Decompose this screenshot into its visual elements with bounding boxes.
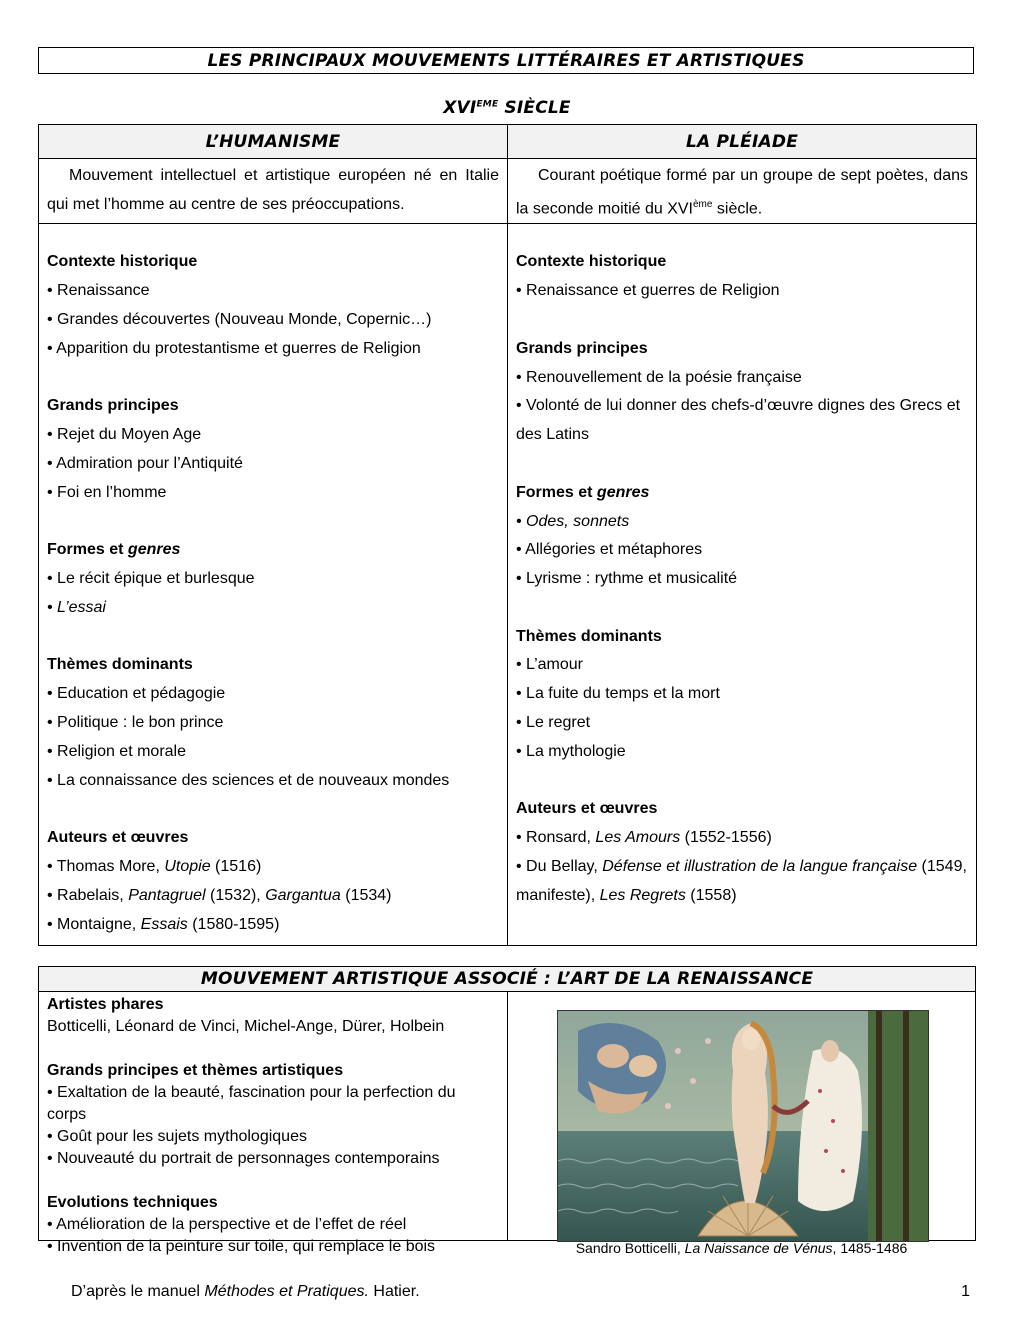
list-item: • Le regret bbox=[516, 714, 591, 732]
pleiade-intro-b: siècle. bbox=[712, 200, 763, 218]
list-item: • Renouvellement de la poésie française bbox=[516, 368, 802, 386]
footer-publisher: Hatier. bbox=[368, 1283, 420, 1300]
art-table bbox=[38, 966, 976, 1256]
author-name: • Thomas More, bbox=[47, 858, 165, 876]
century-heading bbox=[38, 98, 976, 118]
author-item bbox=[516, 853, 968, 911]
list-item: • La connaissance des sciences et de nouveaux mondes bbox=[47, 771, 450, 789]
humanisme-auteurs-title: Auteurs et œuvres bbox=[47, 829, 189, 847]
genres-label: genres bbox=[596, 483, 650, 501]
author-name: • Montaigne, bbox=[47, 915, 141, 933]
list-item: • Religion et morale bbox=[47, 742, 186, 760]
footer-book-title: Méthodes et Pratiques. bbox=[204, 1283, 369, 1300]
footer-source bbox=[71, 1283, 420, 1301]
work-date: (1516) bbox=[210, 858, 262, 876]
list-item: • Grandes découvertes (Nouveau Monde, Copernic…) bbox=[47, 310, 432, 328]
essai-text: • L’essai bbox=[47, 598, 106, 616]
pleiade-principes-title: Grands principes bbox=[516, 339, 648, 357]
genres-label: genres bbox=[127, 541, 181, 559]
list-item: • Renaissance et guerres de Religion bbox=[516, 282, 780, 300]
work-title: Les Amours bbox=[595, 829, 681, 847]
art-principes-title: Grands principes et thèmes artistiques bbox=[47, 1062, 344, 1079]
century-prefix: XVI bbox=[443, 98, 477, 118]
pleiade-header: LA PLÉIADE bbox=[508, 125, 977, 159]
list-item: • Allégories et métaphores bbox=[516, 541, 703, 559]
list-item bbox=[47, 594, 499, 623]
author-item bbox=[47, 853, 499, 882]
list-item: • Politique : le bon prince bbox=[47, 714, 224, 732]
formes-label: Formes et bbox=[47, 541, 128, 559]
work-title: Gargantua bbox=[265, 886, 341, 904]
list-item: • Volonté de lui donner des chefs-d’œuvre dignes des Grecs et des Latins bbox=[516, 397, 961, 444]
list-item: • Lyrisme : rythme et musicalité bbox=[516, 570, 738, 588]
pleiade-contexte-title: Contexte historique bbox=[516, 253, 667, 271]
artistes-title: Artistes phares bbox=[47, 996, 164, 1013]
pleiade-intro bbox=[508, 159, 977, 224]
artistes-list: Botticelli, Léonard de Vinci, Michel-Ange, Dürer, Holbein bbox=[47, 1018, 445, 1035]
list-item: • Education et pédagogie bbox=[47, 685, 226, 703]
author-item bbox=[47, 911, 499, 940]
century-sup: EME bbox=[476, 99, 499, 110]
list-item: • Admiration pour l’Antiquité bbox=[47, 454, 243, 472]
list-item: • L’amour bbox=[516, 656, 583, 674]
author-name: • Ronsard, bbox=[516, 829, 596, 847]
century-suffix: SIÈCLE bbox=[498, 98, 571, 118]
humanisme-principes-title: Grands principes bbox=[47, 397, 179, 415]
work-date: (1552-1556) bbox=[680, 829, 772, 847]
work-title: Défense et illustration de la langue française bbox=[602, 858, 918, 876]
painting-image bbox=[557, 1010, 929, 1242]
work-date: (1580-1595) bbox=[187, 915, 280, 933]
footer-prefix: D’après le manuel bbox=[71, 1283, 205, 1300]
humanisme-intro-text: Mouvement intellectuel et artistique européen né en Italie qui met l’homme au centre de ses préoccupations. bbox=[47, 167, 499, 213]
pleiade-column bbox=[508, 224, 977, 946]
list-item: • Exaltation de la beauté, fascination pour la perfection du corps bbox=[47, 1084, 456, 1123]
work-title: Pantagruel bbox=[128, 886, 206, 904]
work-date: (1532), bbox=[205, 886, 266, 904]
pleiade-auteurs-title: Auteurs et œuvres bbox=[516, 800, 658, 818]
work-title: Les Regrets bbox=[599, 886, 686, 904]
list-item: • Goût pour les sujets mythologiques bbox=[47, 1128, 307, 1145]
humanisme-intro bbox=[39, 159, 508, 224]
art-title bbox=[39, 967, 975, 992]
humanisme-column bbox=[39, 224, 508, 946]
pleiade-themes-title: Thèmes dominants bbox=[516, 627, 662, 645]
art-title-text: MOUVEMENT ARTISTIQUE ASSOCIÉ : L’ART DE LA RENAISSANCE bbox=[200, 969, 814, 989]
artist-name: Sandro Botticelli, bbox=[575, 1240, 685, 1256]
painting-date: , 1485-1486 bbox=[832, 1240, 908, 1256]
work-date: (1558) bbox=[685, 886, 737, 904]
pleiade-formes-title bbox=[516, 479, 968, 508]
list-item: • Invention de la peinture sur toile, qui remplace le bois bbox=[47, 1238, 436, 1255]
list-item: • Amélioration de la perspective et de l’effet de réel bbox=[47, 1216, 407, 1233]
painting-caption bbox=[508, 1240, 975, 1256]
pleiade-intro-a: Courant poétique formé par un groupe de sept poètes, dans la seconde moitié du XVI bbox=[516, 167, 968, 218]
formes-label: Formes et bbox=[516, 483, 597, 501]
author-name: • Rabelais, bbox=[47, 886, 129, 904]
list-item: • La mythologie bbox=[516, 742, 626, 760]
work-title: Essais bbox=[140, 915, 188, 933]
odes-text: • Odes, sonnets bbox=[516, 512, 630, 530]
work-date: (1534) bbox=[340, 886, 392, 904]
main-title bbox=[38, 47, 974, 74]
list-item: • Renaissance bbox=[47, 282, 150, 300]
evolutions-title: Evolutions techniques bbox=[47, 1194, 218, 1211]
movements-table bbox=[38, 124, 977, 946]
list-item: • La fuite du temps et la mort bbox=[516, 685, 720, 703]
page-number: 1 bbox=[961, 1283, 970, 1300]
list-item: • Rejet du Moyen Age bbox=[47, 426, 202, 444]
list-item: • Nouveauté du portrait de personnages contemporains bbox=[47, 1150, 440, 1167]
list-item bbox=[516, 508, 968, 537]
pleiade-intro-sup: ème bbox=[693, 199, 713, 210]
author-item bbox=[516, 824, 968, 853]
work-date: (1549, manifeste), bbox=[516, 858, 967, 904]
list-item: • Foi en l’homme bbox=[47, 483, 167, 501]
humanisme-themes-title: Thèmes dominants bbox=[47, 656, 193, 674]
work-title: Utopie bbox=[164, 858, 211, 876]
author-name: • Du Bellay, bbox=[516, 858, 603, 876]
humanisme-header: L’HUMANISME bbox=[39, 125, 508, 159]
painting-title: La Naissance de Vénus bbox=[684, 1240, 833, 1256]
humanisme-formes-title bbox=[47, 536, 499, 565]
list-item: • Apparition du protestantisme et guerres de Religion bbox=[47, 339, 421, 357]
art-description bbox=[39, 992, 508, 1255]
humanisme-contexte-title: Contexte historique bbox=[47, 253, 198, 271]
main-title-text: LES PRINCIPAUX MOUVEMENTS LITTÉRAIRES ET ARTISTIQUES bbox=[207, 50, 805, 71]
birth-of-venus-illustration bbox=[558, 1011, 928, 1241]
painting-panel bbox=[508, 992, 975, 1256]
list-item: • Le récit épique et burlesque bbox=[47, 570, 255, 588]
author-item bbox=[47, 882, 499, 911]
